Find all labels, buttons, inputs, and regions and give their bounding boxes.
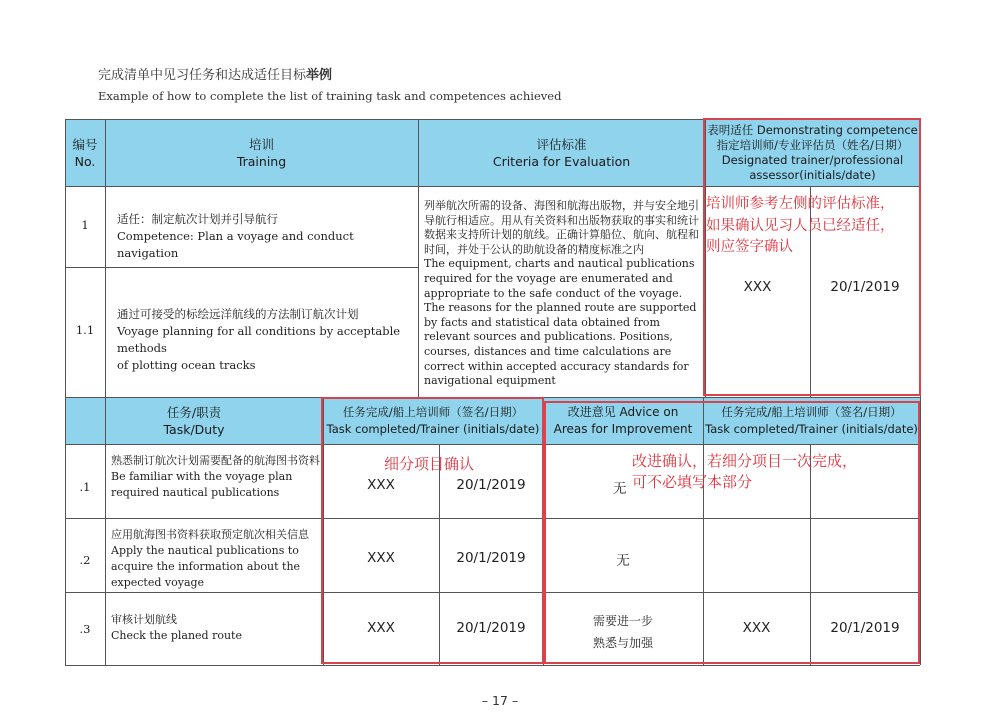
task-initials: XXX: [367, 550, 395, 566]
criteria-text: 列举航次所需的设备、海图和航海出版物，并与安全地引导航行相适应。用从有关资料和出版物获取的事实和统计数据来支持所计划的航线。正确计算船位、航向、航程和时间，并处于公认的助航设备的精度标准之内 The equipment, charts and nautical publications required for the voyage are enumerated and appropriate to the safe conduct of the voyage. The reasons for the planned route are supported by facts and statistical data obtained from relevant sources and publications. Positions, courses, distances and time calculations are correct within accepted accuracy standards for navigational equipment: [424, 199, 699, 388]
annotation-box-task-completed: [321, 397, 544, 664]
row11-no: 1.1: [75, 323, 95, 337]
task-date: 20/1/2019: [456, 477, 526, 493]
task-text: 应用航海图书资料获取预定航次相关信息 Apply the nautical publications to acquire the information about the expected voyage: [111, 528, 309, 589]
page-number: – 17 –: [481, 693, 519, 708]
header-training: 培训 Training: [105, 119, 418, 186]
task-text: 审核计划航线 Check the planed route: [111, 613, 242, 642]
task-advice: 无: [613, 481, 627, 497]
task-initials: XXX: [367, 620, 395, 636]
header-demonstrating: 表明适任 Demonstrating competence 指定培训师/专业评估员（姓名/日期） Designated trainer/professional assessor(initials/date): [705, 119, 920, 186]
task-advice: 无: [616, 553, 630, 569]
task-initials-2: XXX: [742, 620, 771, 636]
demo-initials: XXX: [743, 279, 772, 295]
annotation-box-advice: [544, 401, 920, 664]
task-date-2: 20/1/2019: [830, 620, 900, 636]
header-criteria: 评估标准 Criteria for Evaluation: [418, 119, 705, 186]
row1-no: 1: [81, 218, 89, 232]
header-no: 编号 No.: [65, 119, 105, 186]
task-advice: 需要进一步 熟悉与加强: [592, 614, 653, 650]
task-text: 熟悉制订航次计划需要配备的航海图书资料 Be familiar with the voyage plan required nautical publications: [111, 454, 320, 499]
task-no: .2: [79, 553, 91, 567]
header-task-completed-2: 任务完成/船上培训师（签名/日期） Task completed/Trainer (initials/date): [703, 398, 920, 444]
annotation-top-right: 培训师参考左侧的评估标准， 如果确认见习人员已经适任， 则应签字确认: [706, 196, 895, 255]
row11-voyage-planning: 通过可接受的标绘远洋航线的方法制订航次计划 Voyage planning for all conditions by acceptable methods of plotting ocean tracks: [117, 307, 401, 372]
demo-date: 20/1/2019: [830, 279, 900, 295]
title-english: Example of how to complete the list of training task and competences achieved: [98, 89, 562, 103]
task-no: .1: [79, 480, 91, 494]
header-task: 任务/职责 Task/Duty: [65, 398, 323, 444]
title-chinese: 完成清单中见习任务和达成适任目标举例: [98, 68, 333, 83]
task-initials: XXX: [367, 477, 395, 493]
header-advice: 改进意见 Advice on Areas for Improvement: [543, 398, 703, 444]
task-date: 20/1/2019: [456, 550, 526, 566]
row1-competence: 适任：制定航次计划并引导航行 Competence: Plan a voyage and conduct navigation: [117, 212, 354, 260]
task-no: .3: [79, 622, 91, 636]
annotation-right: 改进确认，若细分项目一次完成， 可不必填写本部分: [632, 452, 858, 491]
annotation-middle: 细分项目确认: [384, 455, 475, 473]
task-date: 20/1/2019: [456, 620, 526, 636]
header-task-completed: 任务完成/船上培训师（签名/日期） Task completed/Trainer (initials/date): [323, 398, 543, 444]
